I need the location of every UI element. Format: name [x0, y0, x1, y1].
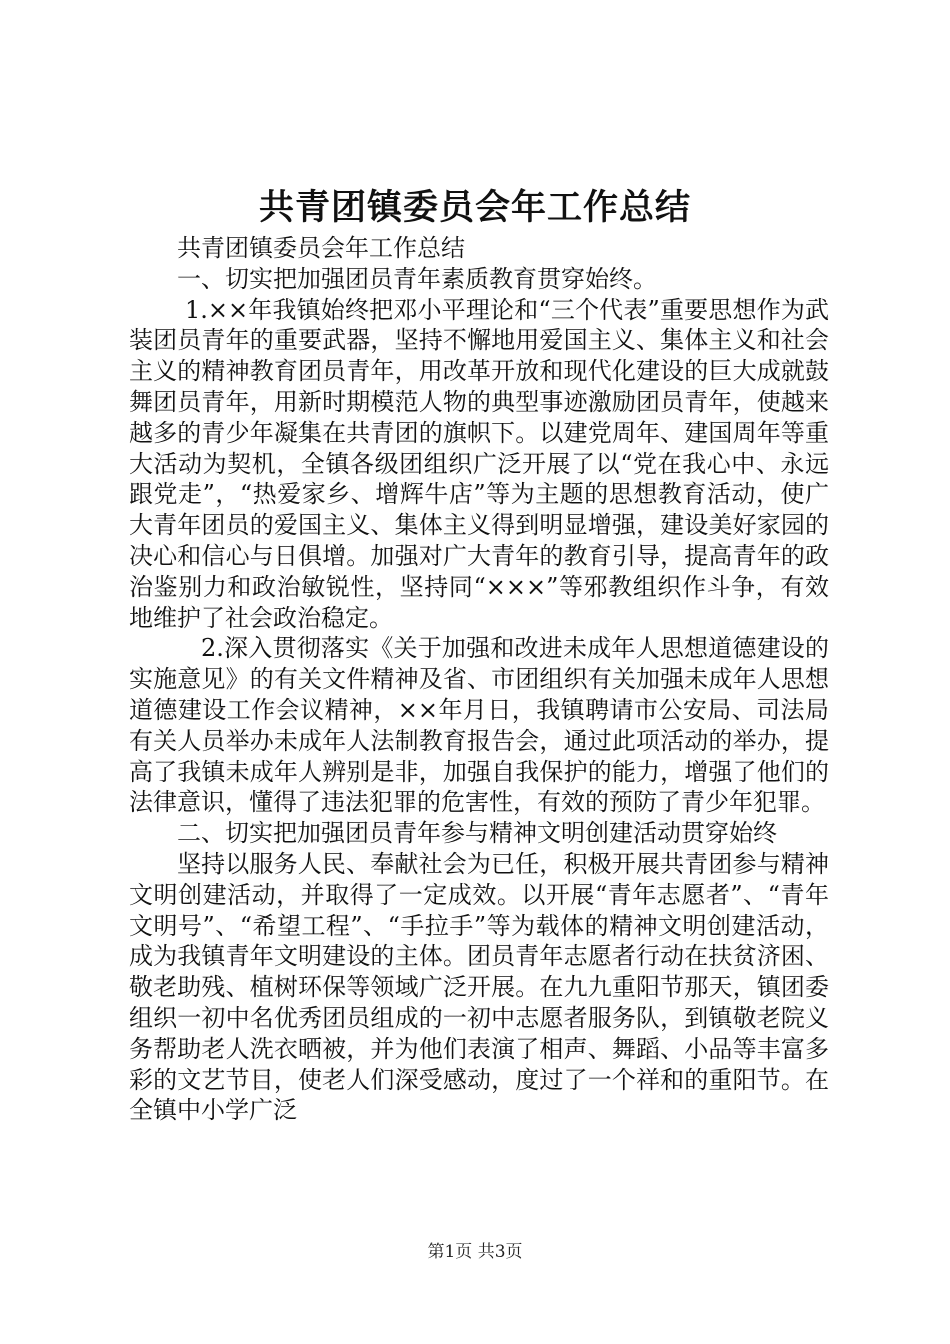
paragraph-item-2: 2.深入贯彻落实《关于加强和改进未成年人思想道德建设的实施意见》的有关文件精神及省、市团组织有关加强未成年人思想道德建设工作会议精神，××年月日，我镇聘请市公安局、司法局有关人员举办未成年人法制教育报告会，通过此项活动的举办，提高了我镇未成年人辨别是非，加强自我保护的能力，增强了他们的法律意识，懂得了违法犯罪的危害性，有效的预防了青少年犯罪。: [129, 634, 829, 817]
paragraph-item-1: 1.××年我镇始终把邓小平理论和“三个代表”重要思想作为武装团员青年的重要武器，坚持不懈地用爱国主义、集体主义和社会主义的精神教育团员青年，用改革开放和现代化建设的巨大成就鼓舞团员青年，用新时期模范人物的典型事迹激励团员青年，使越来越多的青少年凝集在共青团的旗帜下。以建党周年、建国周年等重大活动为契机，全镇各级团组织广泛开展了以“党在我心中、永远跟党走”，“热爱家乡、增辉牛店”等为主题的思想教育活动，使广大青年团员的爱国主义、集体主义得到明显增强，建设美好家园的决心和信心与日俱增。加强对广大青年的教育引导，提高青年的政治鉴别力和政治敏锐性，坚持同“×××”等邪教组织作斗争，有效地维护了社会政治稳定。: [129, 295, 829, 632]
document-title: 共青团镇委员会年工作总结: [258, 187, 691, 228]
paragraph-section-2-heading: 二、切实把加强团员青年参与精神文明创建活动贯穿始终: [177, 819, 777, 848]
paragraph-section-2-body: 坚持以服务人民、奉献社会为已任，积极开展共青团参与精神文明创建活动，并取得了一定成效。以开展“青年志愿者”、“青年文明号”、“希望工程”、“手拉手”等为载体的精神文明创建活动，成为我镇青年文明建设的主体。团员青年志愿者行动在扶贫济困、敬老助残、植树环保等领域广泛开展。在九九重阳节那天，镇团委组织一初中名优秀团员组成的一初中志愿者服务队，到镇敬老院义务帮助老人洗衣晒被，并为他们表演了相声、舞蹈、小品等丰富多彩的文艺节目，使老人们深受感动，度过了一个祥和的重阳节。在全镇中小学广泛: [129, 849, 829, 1125]
page-footer: 第1页 共3页: [427, 1242, 523, 1262]
document-body: [129, 233, 829, 1126]
paragraph-section-1-heading: 一、切实把加强团员青年素质教育贯穿始终。: [177, 264, 657, 293]
paragraph-subtitle: 共青团镇委员会年工作总结: [177, 234, 465, 262]
